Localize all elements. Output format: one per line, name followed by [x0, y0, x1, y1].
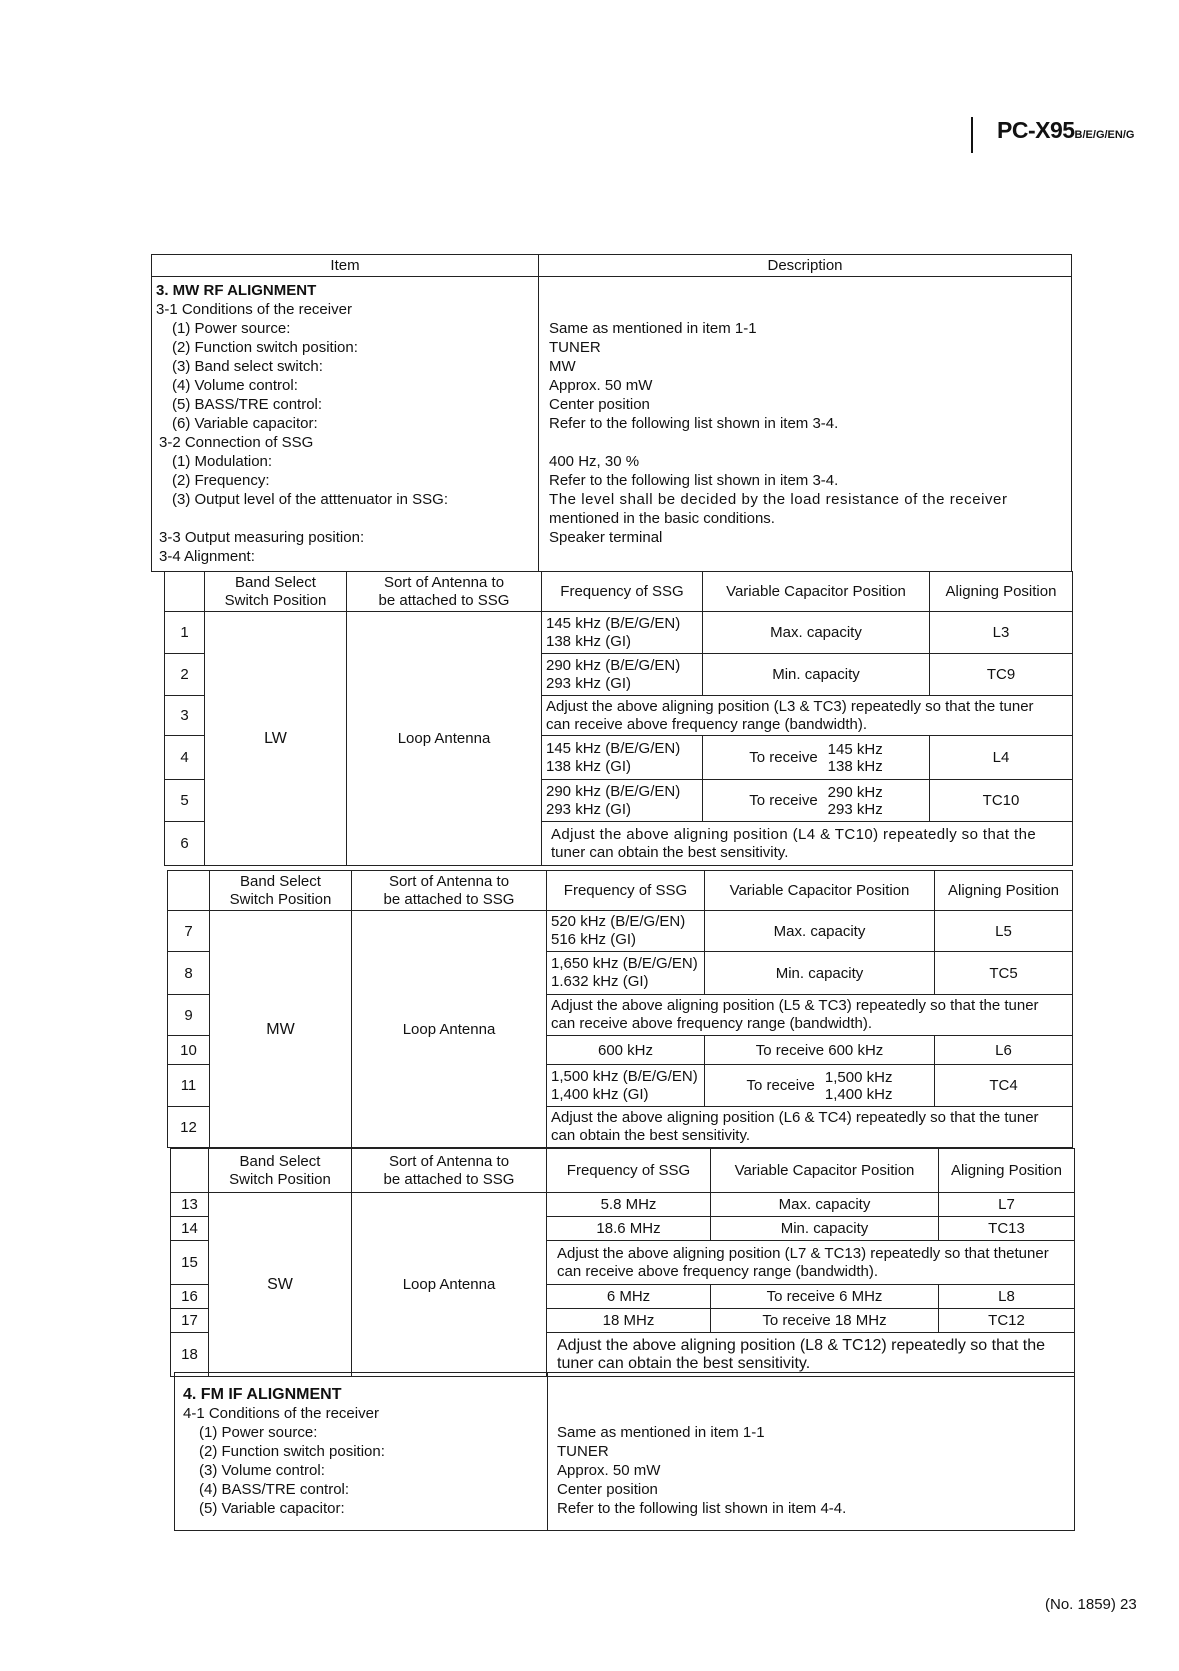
conditions-title: 4-1 Conditions of the receiver [183, 1405, 379, 1422]
freq-header: Frequency of SSG [547, 871, 705, 911]
section4-table [174, 1372, 1075, 1531]
band-lw: LW [205, 612, 347, 866]
pos-header: Aligning Position [939, 1149, 1075, 1193]
condition-label: (5) BASS/TRE control: [172, 396, 323, 413]
ssg-value: The level shall be decided by the load resistance of the receiver [549, 491, 1008, 508]
antenna-sw: Loop Antenna [352, 1193, 547, 1377]
band-select-header: Band Select Switch Position [210, 871, 352, 911]
vcap-header: Variable Capacitor Position [703, 572, 930, 612]
table-row: 17 18 MHz To receive 18 MHz TC12 [171, 1309, 1075, 1333]
table-row: 7 MW Loop Antenna 520 kHz (B/E/G/EN) 516 kHz (GI) Max. capacity L5 [168, 911, 1073, 952]
page-header [971, 117, 1134, 153]
condition-label: (2) Function switch position: [199, 1443, 385, 1460]
condition-value: Center position [549, 396, 650, 413]
condition-label: (6) Variable capacitor: [172, 415, 318, 432]
condition-label: (4) BASS/TRE control: [199, 1481, 350, 1498]
vcap-header: Variable Capacitor Position [705, 871, 935, 911]
description-header: Description [539, 255, 1072, 277]
table-row: 9 Adjust the above aligning position (L5 & TC3) repeatedly so that the tuner can receive above frequency range (bandwidth). [168, 995, 1073, 1036]
section3-title: 3. MW RF ALIGNMENT [156, 282, 317, 299]
table-row: 15 Adjust the above aligning position (L7 & TC13) repeatedly so that thetuner can receive above frequency range (bandwidth). [171, 1241, 1075, 1285]
table-row: 1 LW Loop Antenna 145 kHz (B/E/G/EN) 138 kHz (GI) Max. capacity L3 [165, 612, 1073, 654]
ssg-label: (2) Frequency: [172, 472, 270, 489]
band-mw: MW [210, 911, 352, 1148]
pos-header: Aligning Position [930, 572, 1073, 612]
table-row: 14 18.6 MHz Min. capacity TC13 [171, 1217, 1075, 1241]
section3-items [152, 277, 539, 572]
condition-value: Center position [557, 1481, 658, 1498]
condition-value: TUNER [549, 339, 601, 356]
model-name: PC-X95 [997, 117, 1075, 143]
condition-value: Same as mentioned in item 1-1 [549, 320, 757, 337]
page-number: (No. 1859) 23 [1045, 1596, 1137, 1613]
ssg-value: 400 Hz, 30 % [549, 453, 640, 470]
condition-value: Refer to the following list shown in item 3-4. [549, 415, 839, 432]
table-row: 11 1,500 kHz (B/E/G/EN) 1,400 kHz (GI) To receive 1,500 kHz 1,400 kHz TC4 [168, 1065, 1073, 1107]
table-row: 13 SW Loop Antenna 5.8 MHz Max. capacity L7 [171, 1193, 1075, 1217]
condition-value: Refer to the following list shown in item 4-4. [557, 1500, 847, 1517]
model-variants: B/E/G/EN/G [1074, 129, 1135, 141]
table-row: 8 1,650 kHz (B/E/G/EN) 1.632 kHz (GI) Min. capacity TC5 [168, 952, 1073, 995]
section3-table [151, 254, 1072, 572]
antenna-lw: Loop Antenna [347, 612, 542, 866]
ssg-label: (1) Modulation: [172, 453, 273, 470]
antenna-mw: Loop Antenna [352, 911, 547, 1148]
condition-label: (5) Variable capacitor: [199, 1500, 345, 1517]
section3-descriptions [539, 277, 1072, 572]
antenna-header: Sort of Antenna to be attached to SSG [352, 871, 547, 911]
condition-value: Approx. 50 mW [557, 1462, 661, 1479]
condition-label: (4) Volume control: [172, 377, 298, 394]
mw-table [167, 870, 1073, 1148]
table-row: 2 290 kHz (B/E/G/EN) 293 kHz (GI) Min. capacity TC9 [165, 654, 1073, 696]
pos-header: Aligning Position [935, 871, 1073, 911]
band-select-header: Band Select Switch Position [209, 1149, 352, 1193]
item-header: Item [152, 255, 539, 277]
output-value: Speaker terminal [549, 529, 663, 546]
condition-label: (3) Band select switch: [172, 358, 323, 375]
section4-descriptions [548, 1373, 1075, 1531]
ssg-label: (3) Output level of the atttenuator in SSG: [172, 491, 448, 508]
freq-header: Frequency of SSG [542, 572, 703, 612]
table-row: 4 145 kHz (B/E/G/EN) 138 kHz (GI) To receive 145 kHz 138 kHz L4 [165, 736, 1073, 780]
alignment-label: 3-4 Alignment: [159, 548, 255, 565]
table-row: 10 600 kHz To receive 600 kHz L6 [168, 1036, 1073, 1065]
condition-label: (1) Power source: [199, 1424, 318, 1441]
conditions-title: 3-1 Conditions of the receiver [156, 301, 352, 318]
lw-table [164, 571, 1073, 866]
condition-value: MW [549, 358, 576, 375]
table-row: 18 Adjust the above aligning position (L8 & TC12) repeatedly so that the tuner can obtain the best sensitivity. [171, 1333, 1075, 1377]
antenna-header: Sort of Antenna to be attached to SSG [347, 572, 542, 612]
band-sw: SW [209, 1193, 352, 1377]
ssg-value: Refer to the following list shown in item 3-4. [549, 472, 839, 489]
vcap-header: Variable Capacitor Position [711, 1149, 939, 1193]
antenna-header: Sort of Antenna to be attached to SSG [352, 1149, 547, 1193]
condition-label: (2) Function switch position: [172, 339, 358, 356]
condition-label: (1) Power source: [172, 320, 291, 337]
ssg-value-cont: mentioned in the basic conditions. [549, 510, 775, 527]
condition-value: TUNER [557, 1443, 609, 1460]
freq-header: Frequency of SSG [547, 1149, 711, 1193]
table-row: 12 Adjust the above aligning position (L6 & TC4) repeatedly so that the tuner can obtain the best sensitivity. [168, 1107, 1073, 1148]
output-label: 3-3 Output measuring position: [159, 529, 365, 546]
section4-items [175, 1373, 548, 1531]
ssg-title: 3-2 Connection of SSG [159, 434, 314, 451]
table-row: 16 6 MHz To receive 6 MHz L8 [171, 1285, 1075, 1309]
table-row: 3 Adjust the above aligning position (L3 & TC3) repeatedly so that the tuner can receive above frequency range (bandwidth). [165, 696, 1073, 736]
condition-value: Same as mentioned in item 1-1 [557, 1424, 765, 1441]
condition-value: Approx. 50 mW [549, 377, 653, 394]
sw-table [170, 1148, 1075, 1377]
section4-title: 4. FM IF ALIGNMENT [183, 1386, 342, 1403]
band-select-header: Band Select Switch Position [205, 572, 347, 612]
table-row: 5 290 kHz (B/E/G/EN) 293 kHz (GI) To receive 290 kHz 293 kHz TC10 [165, 780, 1073, 822]
table-row: 6 Adjust the above aligning position (L4 & TC10) repeatedly so that the tuner can obtain the best sensitivity. [165, 822, 1073, 866]
condition-label: (3) Volume control: [199, 1462, 325, 1479]
